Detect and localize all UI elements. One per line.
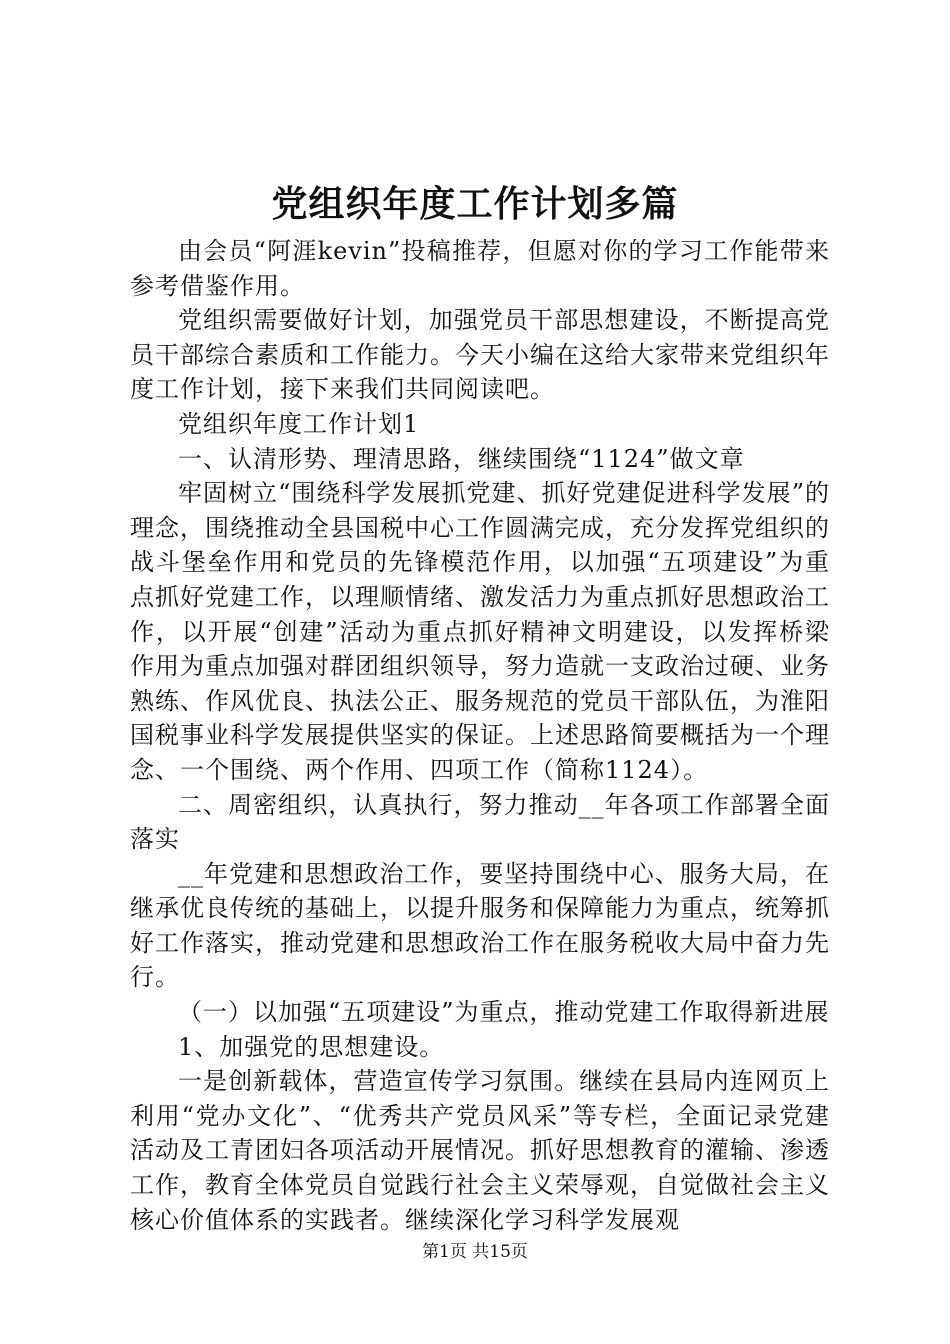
document-title: 党组织年度工作计划多篇 bbox=[271, 183, 679, 225]
section-heading-2: 二、周密组织，认真执行，努力推动__年各项工作部署全面落实 bbox=[130, 790, 830, 854]
item-heading-1: 1、加强党的思想建设。 bbox=[178, 1032, 445, 1061]
page-number-footer: 第1页 共15页 bbox=[422, 1242, 528, 1262]
section-heading-1: 一、认清形势、理清思路，继续围绕“1124”做文章 bbox=[178, 444, 745, 473]
paragraph-body: 牢固树立“围绕科学发展抓党建、抓好党建促进科学发展”的理念，围绕推动全县国税中心工作圆满完成，充分发挥党组织的战斗堡垒作用和党员的先锋模范作用，以加强“五项建设”为重点抓好党建工作，以理顺情绪、激发活力为重点抓好思想政治工作，以开展“创建”活动为重点抓好精神文明建设，以发挥桥梁作用为重点加强对群团组织领导，努力造就一支政治过硬、业务熟练、作风优良、执法公正、服务规范的党员干部队伍，为淮阳国税事业科学发展提供坚实的保证。上述思路简要概括为一个理念、一个围绕、两个作用、四项工作（简称1124）。 bbox=[130, 479, 830, 784]
section-heading-plan-1: 党组织年度工作计划1 bbox=[178, 409, 420, 438]
paragraph-summary: 党组织需要做好计划，加强党员干部思想建设，不断提高党员干部综合素质和工作能力。今天小编在这给大家带来党组织年度工作计划，接下来我们共同阅读吧。 bbox=[130, 306, 830, 404]
paragraph-intro: 由会员“阿涯kevin”投稿推荐，但愿对你的学习工作能带来参考借鉴作用。 bbox=[130, 237, 830, 300]
document-body bbox=[130, 234, 830, 1237]
paragraph-body: 一是创新载体，营造宣传学习氛围。继续在县局内连网页上利用“党办文化”、“优秀共产党员风采”等专栏，全面记录党建活动及工青团妇各项活动开展情况。抓好思想教育的灌输、渗透工作，教育全体党员自觉践行社会主义荣辱观，自觉做社会主义核心价值体系的实践者。继续深化学习科学发展观 bbox=[130, 1067, 830, 1234]
subsection-heading-1: （一）以加强“五项建设”为重点，推动党建工作取得新进展 bbox=[178, 998, 830, 1027]
paragraph-body: __年党建和思想政治工作，要坚持围绕中心、服务大局，在继承优良传统的基础上，以提升服务和保障能力为重点，统筹抓好工作落实，推动党建和思想政治工作在服务税收大局中奋力先行。 bbox=[130, 859, 830, 992]
